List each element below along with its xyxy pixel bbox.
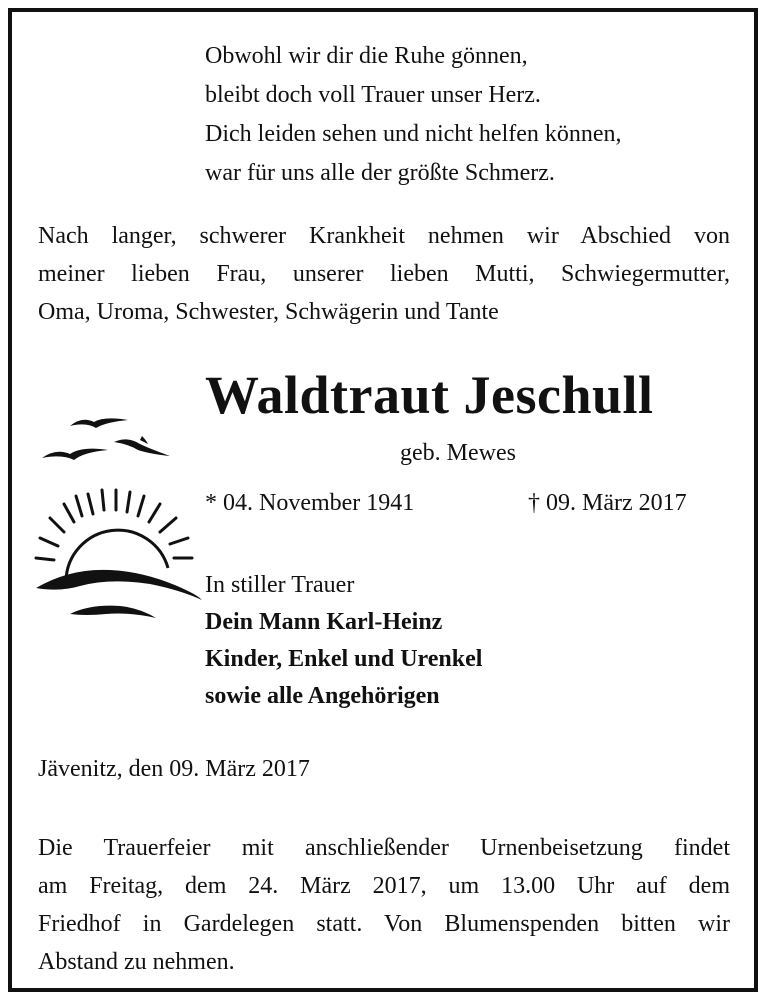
mourner-line: Kinder, Enkel und Urenkel: [205, 646, 483, 672]
service-line: Die Trauerfeier mit anschließender Urnenbeisetzung findet: [38, 835, 730, 861]
service-info: [38, 829, 730, 981]
obituary-notice: [8, 8, 758, 992]
birds-icon: [42, 418, 170, 460]
service-line: Friedhof in Gardelegen statt. Von Blumenspenden bitten wir: [38, 911, 730, 937]
place-date: Jävenitz, den 09. März 2017: [38, 756, 310, 782]
birth-date: * 04. November 1941: [205, 490, 415, 516]
poem-line: Obwohl wir dir die Ruhe gönnen,: [205, 43, 528, 69]
poem-line: war für uns alle der größte Schmerz.: [205, 160, 555, 186]
poem-line: Dich leiden sehen und nicht helfen können,: [205, 121, 622, 147]
poem-line: bleibt doch voll Trauer unser Herz.: [205, 82, 541, 108]
service-line: am Freitag, dem 24. März 2017, um 13.00 Uhr auf dem: [38, 873, 730, 899]
mourners-intro: In stiller Trauer: [205, 572, 355, 598]
intro-line: Nach langer, schwerer Krankheit nehmen wir Abschied von: [38, 223, 730, 249]
mourner-line: Dein Mann Karl-Heinz: [205, 609, 443, 635]
intro-text: [38, 217, 730, 331]
intro-line: Oma, Uroma, Schwester, Schwägerin und Tante: [38, 299, 499, 325]
death-date: † 09. März 2017: [528, 490, 687, 516]
mourners-block: [205, 567, 482, 715]
service-line: Abstand zu nehmen.: [38, 949, 235, 975]
hills-icon: [36, 570, 202, 618]
mourner-line: sowie alle Angehörigen: [205, 683, 440, 709]
maiden-name: geb. Mewes: [400, 440, 516, 466]
poem: [205, 37, 622, 193]
sun-rays-icon: [36, 490, 192, 560]
intro-line: meiner lieben Frau, unserer lieben Mutti, Schwiegermutter,: [38, 261, 730, 287]
sunset-with-birds-icon: [30, 392, 205, 632]
deceased-name: Waldtraut Jeschull: [205, 365, 654, 425]
